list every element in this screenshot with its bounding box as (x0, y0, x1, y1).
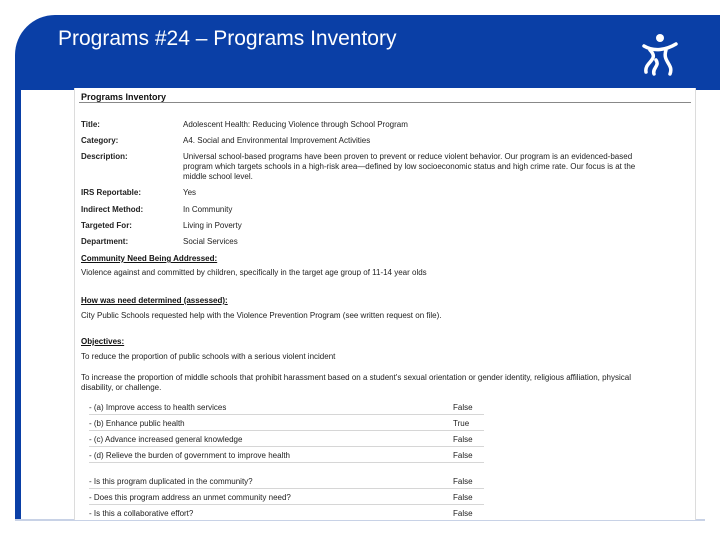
document-heading: Programs Inventory (81, 92, 167, 102)
row-divider (89, 430, 484, 431)
row-divider (89, 446, 484, 447)
heading-divider (79, 102, 691, 103)
slide-side-bar (15, 90, 21, 520)
goal-question: - (a) Improve access to health services (89, 403, 227, 412)
program-question: - Does this program address an unmet community need? (89, 493, 291, 502)
field-label: Targeted For: (81, 221, 132, 230)
assessed-heading: How was need determined (assessed): (81, 296, 228, 305)
program-answer: False (453, 509, 473, 518)
row-divider (89, 488, 484, 489)
field-label: Description: (81, 152, 128, 161)
goal-answer: False (453, 451, 473, 460)
field-label: Indirect Method: (81, 205, 144, 214)
row-divider (89, 462, 484, 463)
field-label: Category: (81, 136, 119, 145)
objective-1: To reduce the proportion of public schools with a serious violent incident (81, 352, 336, 361)
program-answer: False (453, 477, 473, 486)
goal-question: - (b) Enhance public health (89, 419, 185, 428)
goal-question: - (d) Relieve the burden of government to improve health (89, 451, 290, 460)
programs-inventory-document (74, 88, 696, 520)
field-value: Yes (183, 188, 197, 197)
goal-answer: False (453, 403, 473, 412)
community-need-heading: Community Need Being Addressed: (81, 254, 218, 263)
assessed-text: City Public Schools requested help with the Violence Prevention Program (see written request on file). (81, 311, 442, 320)
field-label: Title: (81, 120, 100, 129)
row-divider (89, 504, 484, 505)
goal-answer: False (453, 435, 473, 444)
program-question: - Is this program duplicated in the community? (89, 477, 253, 486)
field-value: Social Services (183, 237, 238, 246)
field-value: Universal school-based programs have been proven to prevent or reduce violent behavior. Our program is an evidenced-based program which targets schools in a high-risk area—defined by low socioeconomic status and high crime rate. Our focus is at the middle school level. (183, 152, 636, 181)
slide-title: Programs #24 – Programs Inventory (58, 27, 397, 50)
objectives-heading: Objectives: (81, 337, 125, 346)
field-value: Adolescent Health: Reducing Violence through School Program (183, 120, 408, 129)
field-value: Living in Poverty (183, 221, 242, 230)
figure-logo-icon (636, 32, 680, 76)
objective-2: To increase the proportion of middle schools that prohibit harassment based on a student's sexual orientation or gender identity, religious affiliation, physical disability, or challenge. (81, 373, 631, 392)
program-answer: False (453, 493, 473, 502)
program-question: - Is this a collaborative effort? (89, 509, 194, 518)
field-value: In Community (183, 205, 233, 214)
field-value: A4. Social and Environmental Improvement Activities (183, 136, 371, 145)
goal-question: - (c) Advance increased general knowledge (89, 435, 243, 444)
goal-answer: True (453, 419, 470, 428)
field-label: Department: (81, 237, 129, 246)
field-label: IRS Reportable: (81, 188, 142, 197)
row-divider (89, 414, 484, 415)
community-need-text: Violence against and committed by children, specifically in the target age group of 11-14 year olds (81, 268, 427, 277)
